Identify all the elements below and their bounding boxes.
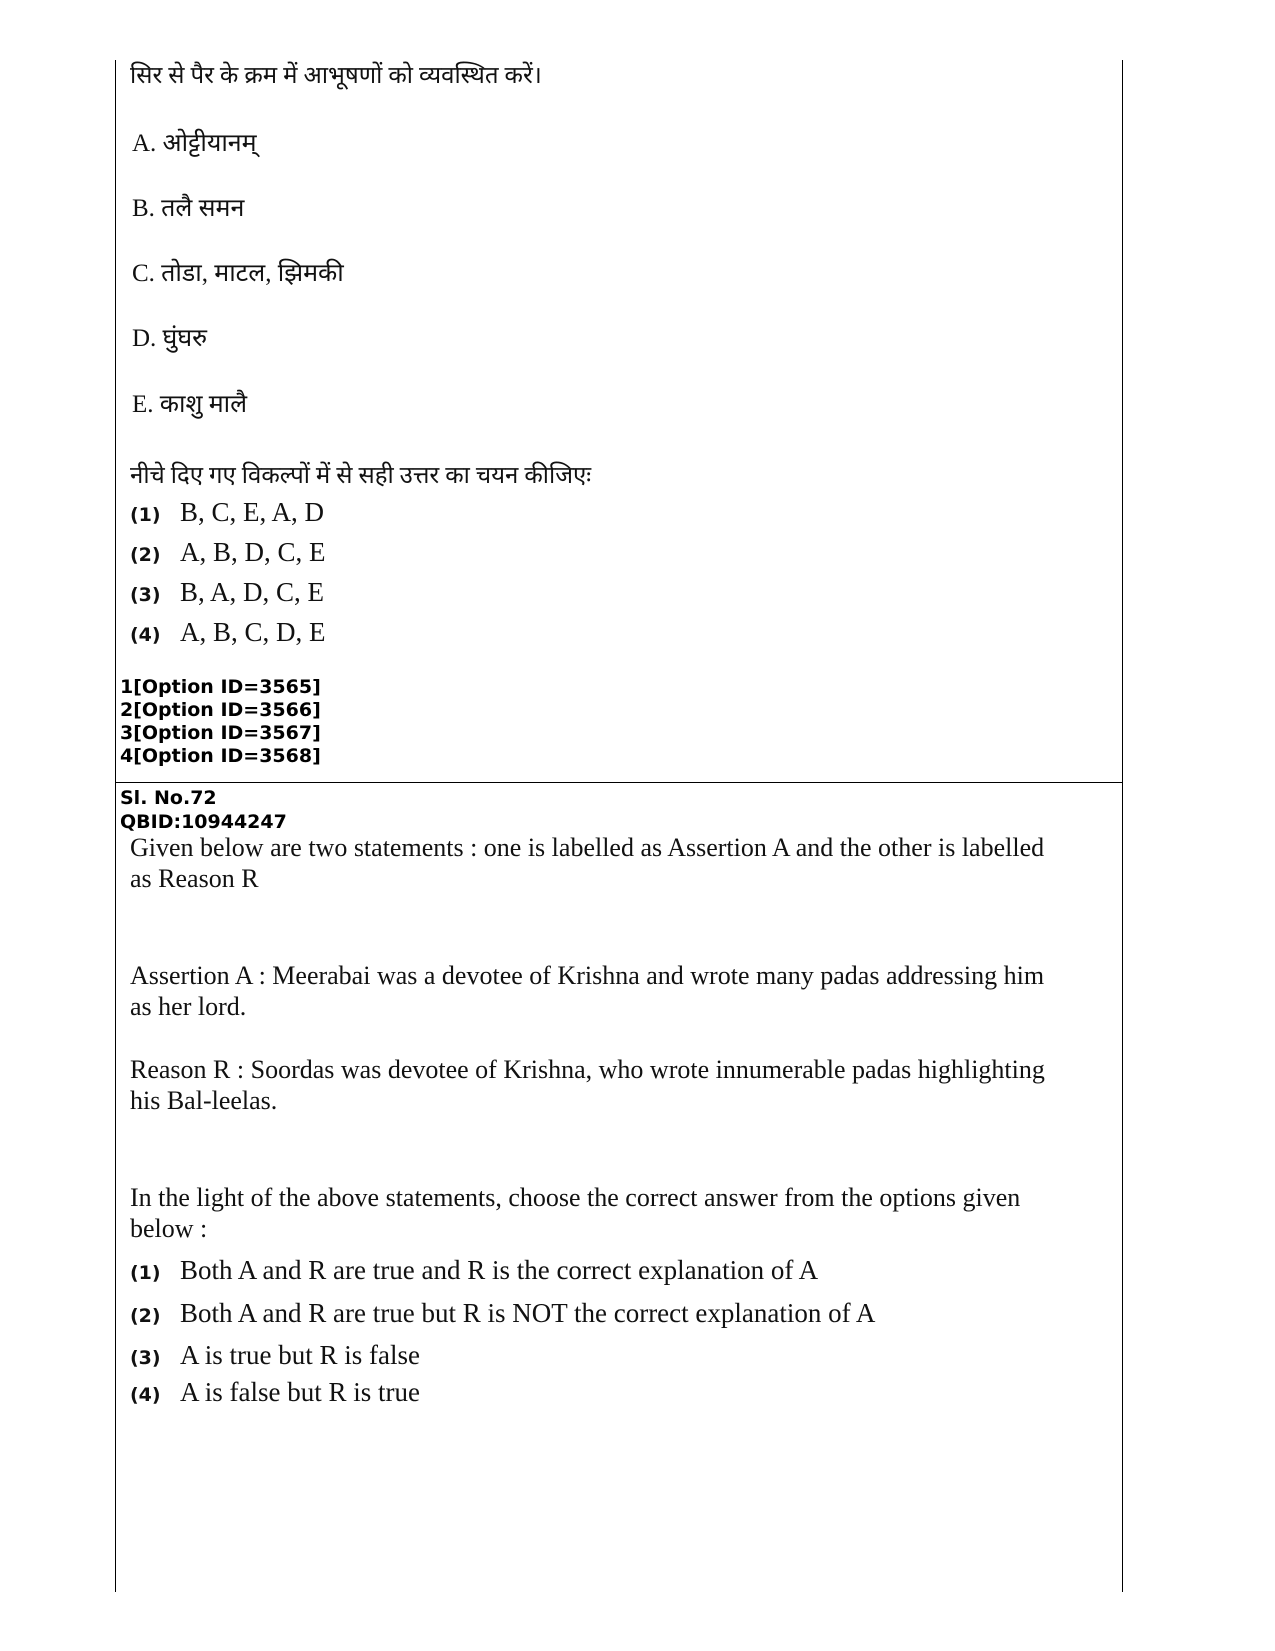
option-number: (3) (130, 584, 161, 606)
q71-item-d: D. घुंघरु (132, 325, 208, 352)
option-text: B, C, E, A, D (180, 497, 325, 527)
option-id-3: 3[Option ID=3567] (120, 722, 321, 744)
option-number: (2) (130, 544, 161, 566)
q72-intro: Given below are two statements : one is labelled as Assertion A and the other is labelled as Reason R (130, 833, 1045, 893)
option-text: A, B, C, D, E (180, 617, 326, 647)
option-text: B, A, D, C, E (180, 577, 325, 607)
option-text: A, B, D, C, E (180, 537, 326, 567)
q72-option-2[interactable] (130, 1298, 875, 1329)
q72-option-4[interactable] (130, 1377, 420, 1408)
option-number: (1) (130, 1262, 161, 1284)
option-id-1: 1[Option ID=3565] (120, 676, 321, 698)
q71-question-text: सिर से पैर के क्रम में आभूषणों को व्यवस्थित करें। (130, 63, 542, 89)
q71-option-2[interactable] (130, 537, 326, 568)
option-number: (3) (130, 1347, 161, 1369)
option-id-4: 4[Option ID=3568] (120, 745, 321, 767)
q71-option-3[interactable] (130, 577, 324, 608)
q71-option-4[interactable] (130, 617, 326, 648)
option-number: (4) (130, 624, 161, 646)
option-text: Both A and R are true but R is NOT the correct explanation of A (180, 1298, 876, 1328)
q72-option-1[interactable] (130, 1255, 818, 1286)
option-number: (4) (130, 1384, 161, 1406)
option-number: (2) (130, 1305, 161, 1327)
option-text: A is true but R is false (180, 1340, 420, 1370)
q71-item-a: A. ओट्टीयानम् (132, 130, 257, 157)
option-text: Both A and R are true and R is the correct explanation of A (180, 1255, 819, 1285)
q72-header (120, 786, 287, 834)
option-text: A is false but R is true (180, 1377, 420, 1407)
q71-option-ids (120, 676, 321, 768)
q71-item-b: B. तलै समन (132, 195, 245, 222)
option-number: (1) (130, 504, 161, 526)
option-id-2: 2[Option ID=3566] (120, 699, 321, 721)
q72-assertion: Assertion A : Meerabai was a devotee of Krishna and wrote many padas addressing him as her lord. (130, 961, 1045, 1021)
q71-item-c: C. तोडा, माटल, झिमकी (132, 260, 344, 287)
q72-instruction: In the light of the above statements, choose the correct answer from the options given below : (130, 1183, 1021, 1243)
q71-item-e: E. काशु मालै (132, 391, 248, 418)
q71-instruction: नीचे दिए गए विकल्पों में से सही उत्तर का चयन कीजिएः (130, 463, 592, 489)
q71-option-1[interactable] (130, 497, 324, 528)
serial-number: Sl. No.72 (120, 787, 217, 809)
qbid: QBID:10944247 (120, 811, 287, 833)
q72-option-3[interactable] (130, 1340, 420, 1371)
question-divider (115, 782, 1123, 783)
q72-reason: Reason R : Soordas was devotee of Krishna, who wrote innumerable padas highlighting his Bal-leelas. (130, 1055, 1045, 1115)
